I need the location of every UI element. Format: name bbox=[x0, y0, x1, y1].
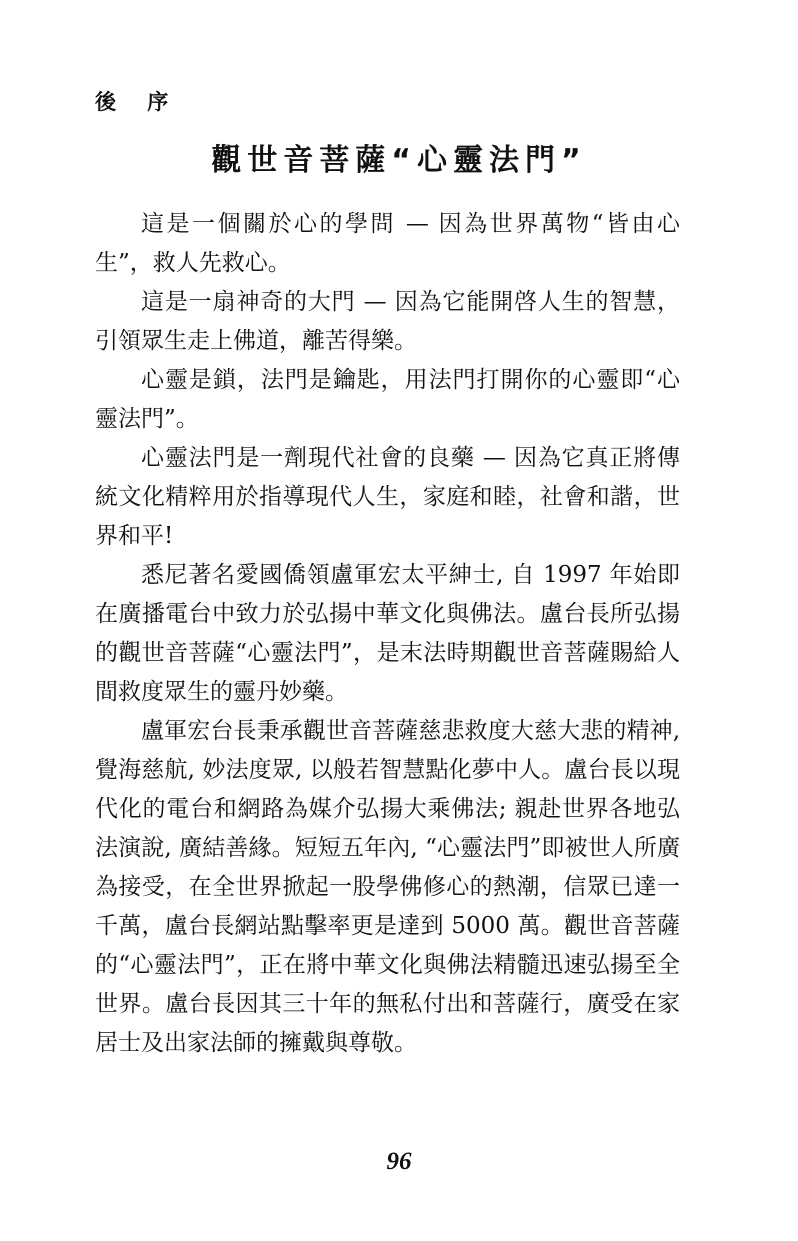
chapter-title: 觀世音菩薩“心靈法門” bbox=[211, 143, 587, 178]
paragraph: 悉尼著名愛國僑領盧軍宏太平紳士, 自 1997 年始即在廣播電台中致力於弘揚中華文化與佛法。盧台長所弘揚的觀世音菩薩“心靈法門”，是末法時期觀世音菩薩賜給人間救度眾生的靈丹妙藥。 bbox=[95, 562, 680, 705]
paragraph: 這是一扇神奇的大門 — 因為它能開啓人生的智慧，引領眾生走上佛道，離苦得樂。 bbox=[95, 289, 680, 354]
paragraph: 心靈是鎖，法門是鑰匙，用法門打開你的心靈即“心靈法門”。 bbox=[95, 367, 680, 432]
running-head: 後 序 bbox=[95, 90, 181, 114]
paragraph: 盧軍宏台長秉承觀世音菩薩慈悲救度大慈大悲的精神, 覺海慈航, 妙法度眾, 以般若智慧點化夢中人。盧台長以現代化的電台和網路為媒介弘揚大乘佛法; 親赴世界各地弘法演說, 廣結善緣。短短五年內, “心靈法門”即被世人所廣為接受，在全世界掀起一股學佛修心的熱潮，信眾已達一千萬，盧台長網站點擊率更是達到 5000 萬。觀世音菩薩的“心靈法門”，正在將中華文化與佛法精髓迅速弘揚至全世界。盧台長因其三十年的無私付出和菩薩行，廣受在家居士及出家法師的擁戴與尊敬。 bbox=[95, 718, 680, 1056]
body-text bbox=[95, 205, 680, 1063]
page-number: 96 bbox=[386, 1148, 412, 1175]
paragraph: 心靈法門是一劑現代社會的良藥 — 因為它真正將傳統文化精粹用於指導現代人生，家庭和睦，社會和諧，世界和平! bbox=[95, 445, 680, 549]
paragraph: 這是一個關於心的學問 — 因為世界萬物“皆由心生”，救人先救心。 bbox=[95, 211, 680, 276]
